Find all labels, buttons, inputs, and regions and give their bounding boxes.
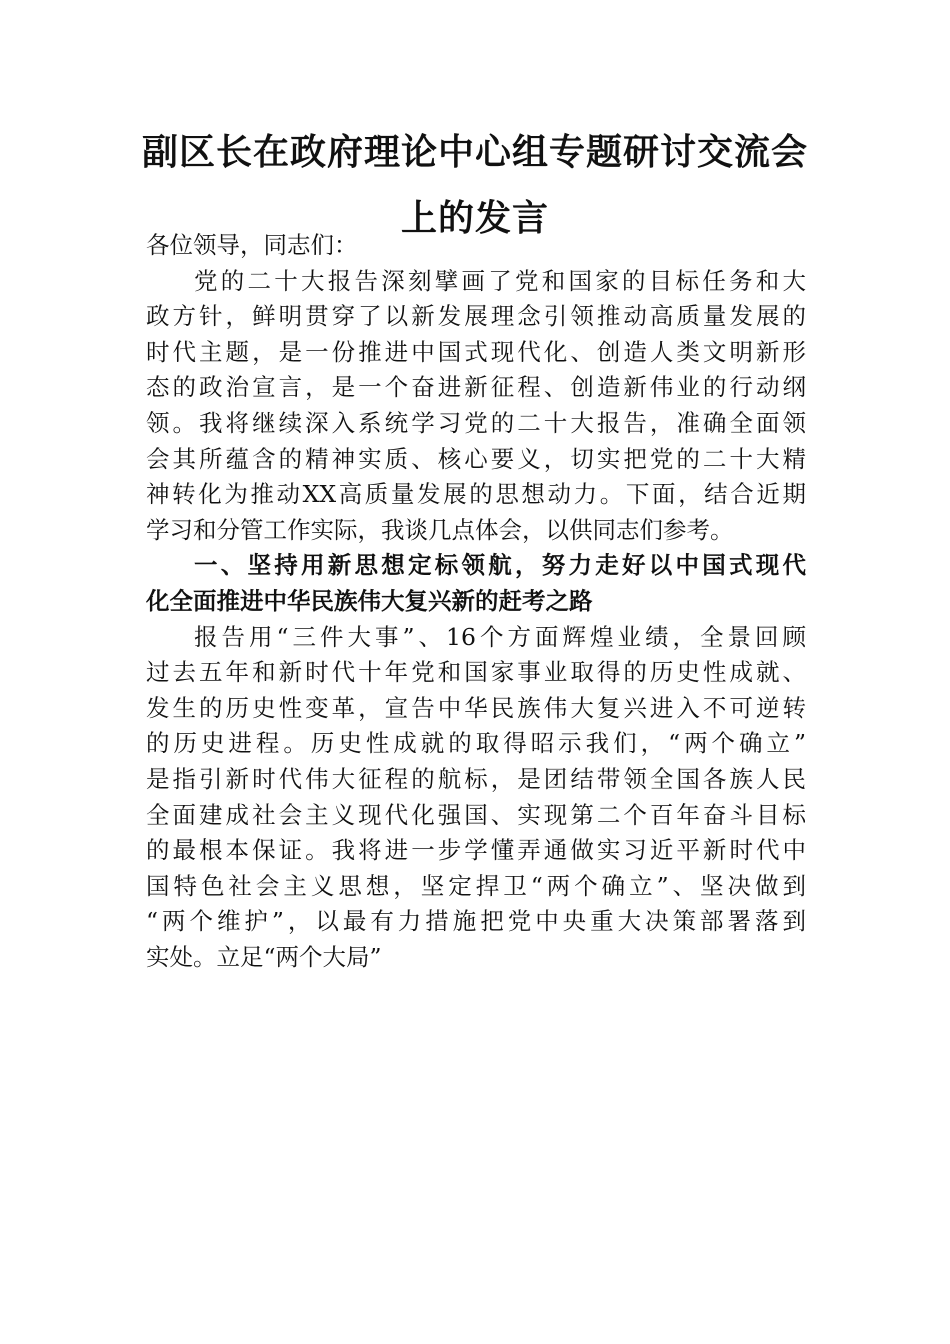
paragraph-1-line: 神转化为推动XX高质量发展的思想动力。下面，结合近期: [146, 480, 806, 509]
paragraph-1-line: 态的政治宣言，是一个奋进新征程、创造新伟业的行动纲: [146, 373, 806, 402]
paragraph-2-line: 是指引新时代伟大征程的航标，是团结带领全国各族人民: [146, 764, 806, 793]
paragraph-2-line: 发生的历史性变革，宣告中华民族伟大复兴进入不可逆转: [146, 693, 806, 722]
paragraph-1-line: 政方针，鲜明贯穿了以新发展理念引领推动高质量发展的: [146, 302, 806, 331]
paragraph-1-line: 时代主题，是一份推进中国式现代化、创造人类文明新形: [146, 337, 806, 366]
paragraph-2-line: 的最根本保证。我将进一步学懂弄通做实习近平新时代中: [146, 836, 806, 865]
document-title-line-1: 副区长在政府理论中心组专题研讨交流会: [141, 131, 808, 173]
section-heading-1: [146, 548, 806, 619]
paragraph-2-line: 实处。立足“两个大局”: [146, 942, 382, 971]
paragraph-1: [146, 264, 806, 549]
section-heading-1-line: 化全面推进中华民族伟大复兴新的赶考之路: [146, 586, 593, 615]
paragraph-2-line: 的历史进程。历史性成就的取得昭示我们，“两个确立”: [146, 729, 806, 758]
section-heading-1-line: 一、坚持用新思想定标领航，努力走好以中国式现代: [194, 551, 806, 580]
paragraph-2: [146, 620, 806, 976]
paragraph-1-line: 党的二十大报告深刻擘画了党和国家的目标任务和大: [194, 266, 806, 295]
paragraph-2-line: 国特色社会主义思想，坚定捍卫“两个确立”、坚决做到: [146, 871, 806, 900]
paragraph-2-line: 全面建成社会主义现代化强国、实现第二个百年奋斗目标: [146, 800, 806, 829]
paragraph-1-line: 会其所蕴含的精神实质、核心要义，切实把党的二十大精: [146, 444, 806, 473]
paragraph-2-line: “两个维护”，以最有力措施把党中央重大决策部署落到: [146, 907, 806, 936]
paragraph-1-line: 学习和分管工作实际，我谈几点体会，以供同志们参考。: [146, 515, 734, 544]
document-body: [146, 228, 806, 975]
document-title-line-2: 上的发言: [400, 197, 549, 239]
salutation: 各位领导，同志们：: [146, 231, 358, 259]
paragraph-2-line: 过去五年和新时代十年党和国家事业取得的历史性成就、: [146, 658, 806, 687]
paragraph-2-line: 报告用“三件大事”、16个方面辉煌业绩，全景回顾: [194, 622, 806, 651]
paragraph-1-line: 领。我将继续深入系统学习党的二十大报告，准确全面领: [146, 408, 806, 437]
